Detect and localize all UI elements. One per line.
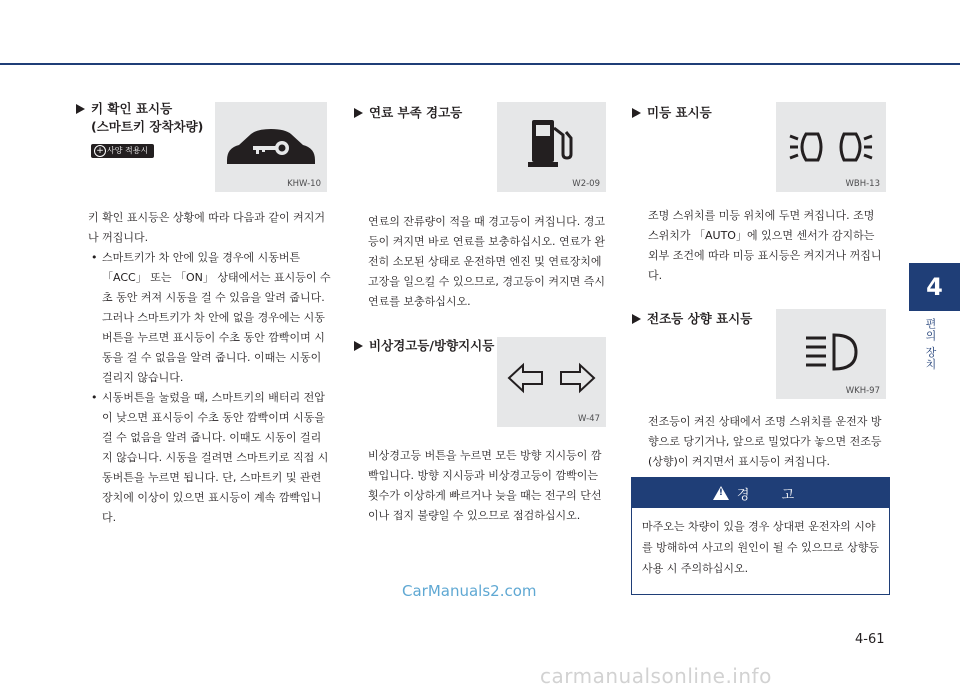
heading-text: 미등 표시등 — [647, 105, 712, 120]
icon-code: KHW-10 — [287, 179, 321, 189]
warning-header — [632, 478, 889, 508]
heading-text: 전조등 상향 표시등 — [647, 311, 753, 326]
hazard-icon-box — [497, 337, 606, 427]
icon-code: WBH-13 — [845, 179, 880, 189]
warning-box — [631, 477, 890, 595]
chapter-tab — [909, 263, 960, 311]
hazard-description — [368, 446, 606, 526]
plus-icon: + — [94, 145, 106, 157]
body-text: 조명 스위치를 미등 위치에 두면 켜집니다. 조명 스위치가 「AUTO」에 있으면 센서가 감지하는 외부 조건에 따라 미등 표시등은 켜지거나 꺼집니다. — [648, 209, 882, 282]
page-number: 4-61 — [855, 632, 885, 647]
warning-triangle-icon: ! — [713, 486, 729, 500]
tail-lamp-description — [648, 206, 888, 286]
fuel-warning-icon-box — [497, 102, 606, 192]
list-item: • 스마트키가 차 안에 있을 경우에 시동버튼 「ACC」 또는 「ON」 상태에서는 표시등이 수초 동안 켜져 시동을 걸 수 있음을 알려 줍니다. 그러나 스마트키가 차 안에 없을 경우에는 시동버튼을 누르면 표시등이 수초 동안 깜빡이며 시동을 걸 수 없음을 알려 줍니다. 이때는 시동이 걸리지 않습니다. — [88, 248, 331, 388]
watermark-text: CarManuals2.com — [402, 582, 537, 600]
icon-code: W2-09 — [572, 179, 600, 189]
hazard-heading — [354, 337, 494, 355]
key-indicator-heading — [76, 100, 203, 136]
body-text: 연료의 잔류량이 적을 때 경고등이 켜집니다. 경고등이 켜지면 바로 연료를 보충하십시오. 연료가 완전히 소모된 상태로 운전하면 엔진 및 연료장치에 고장을 일으킬 수 있으므로, 경고등이 켜지면 즉시 연료를 보충하십시오. — [368, 215, 605, 308]
fuel-warning-heading — [354, 104, 462, 122]
heading-text: 키 확인 표시등 — [91, 101, 173, 116]
key-indicator-description — [88, 208, 331, 528]
badge-label: 사양 적용시 — [107, 146, 149, 155]
body-text: 비상경고등 버튼을 누르면 모든 방향 지시등이 깜빡입니다. 방향 지시등과 비상경고등이 깜빡이는 횟수가 이상하게 빠르거나 늦을 때는 전구의 단선이나 접지 불량일 수 있으므로 점검하십시오. — [368, 449, 602, 522]
warning-text: 마주오는 차량이 있을 경우 상대편 운전자의 시야를 방해하여 사고의 원인이 될 수 있으므로 상향등 사용 시 주의하십시오. — [642, 520, 879, 575]
key-indicator-icon-box — [215, 102, 327, 192]
triangle-bullet-icon — [632, 314, 641, 324]
high-beam-icon-box — [776, 309, 886, 399]
chapter-label: 편의 장치 — [924, 318, 937, 371]
high-beam-description — [648, 412, 888, 472]
warning-title: 경 고 — [736, 487, 809, 503]
footer-watermark: carmanualsonline.info — [540, 664, 772, 688]
tail-lamp-icon-box — [776, 102, 886, 192]
chapter-number: 4 — [926, 273, 943, 301]
body-text: 전조등이 켜진 상태에서 조명 스위치를 운전자 방향으로 당기거나, 앞으로 밀었다가 놓으면 전조등(상향)이 켜지면서 표시등이 켜집니다. — [648, 415, 882, 468]
top-rule — [0, 63, 960, 65]
tail-lamp-heading — [632, 104, 712, 122]
triangle-bullet-icon — [354, 341, 363, 351]
icon-code: WKH-97 — [845, 386, 880, 396]
triangle-bullet-icon — [632, 108, 641, 118]
option-badge — [91, 144, 154, 158]
heading-subtext: (스마트키 장착차량) — [91, 119, 204, 134]
heading-text: 연료 부족 경고등 — [369, 105, 463, 120]
list-item: • 시동버튼을 눌렀을 때, 스마트키의 배터리 전압이 낮으면 표시등이 수초 동안 깜빡이며 시동을 걸 수 없음을 알려 줍니다. 이때도 시동이 걸리지 않습니다. 시동을 걸려면 스마트키로 직접 시동버튼을 누르면 됩니다. 단, 스마트키 및 관련 장치에 이상이 있으면 표시등이 계속 깜빡입니다. — [88, 388, 331, 528]
intro-text: 키 확인 표시등은 상황에 따라 다음과 같이 켜지거나 꺼집니다. — [88, 211, 325, 244]
fuel-warning-description — [368, 212, 606, 312]
triangle-bullet-icon — [354, 108, 363, 118]
heading-text: 비상경고등/방향지시등 — [369, 338, 495, 353]
icon-code: W-47 — [578, 414, 600, 424]
high-beam-heading — [632, 310, 752, 328]
triangle-bullet-icon — [76, 104, 85, 114]
